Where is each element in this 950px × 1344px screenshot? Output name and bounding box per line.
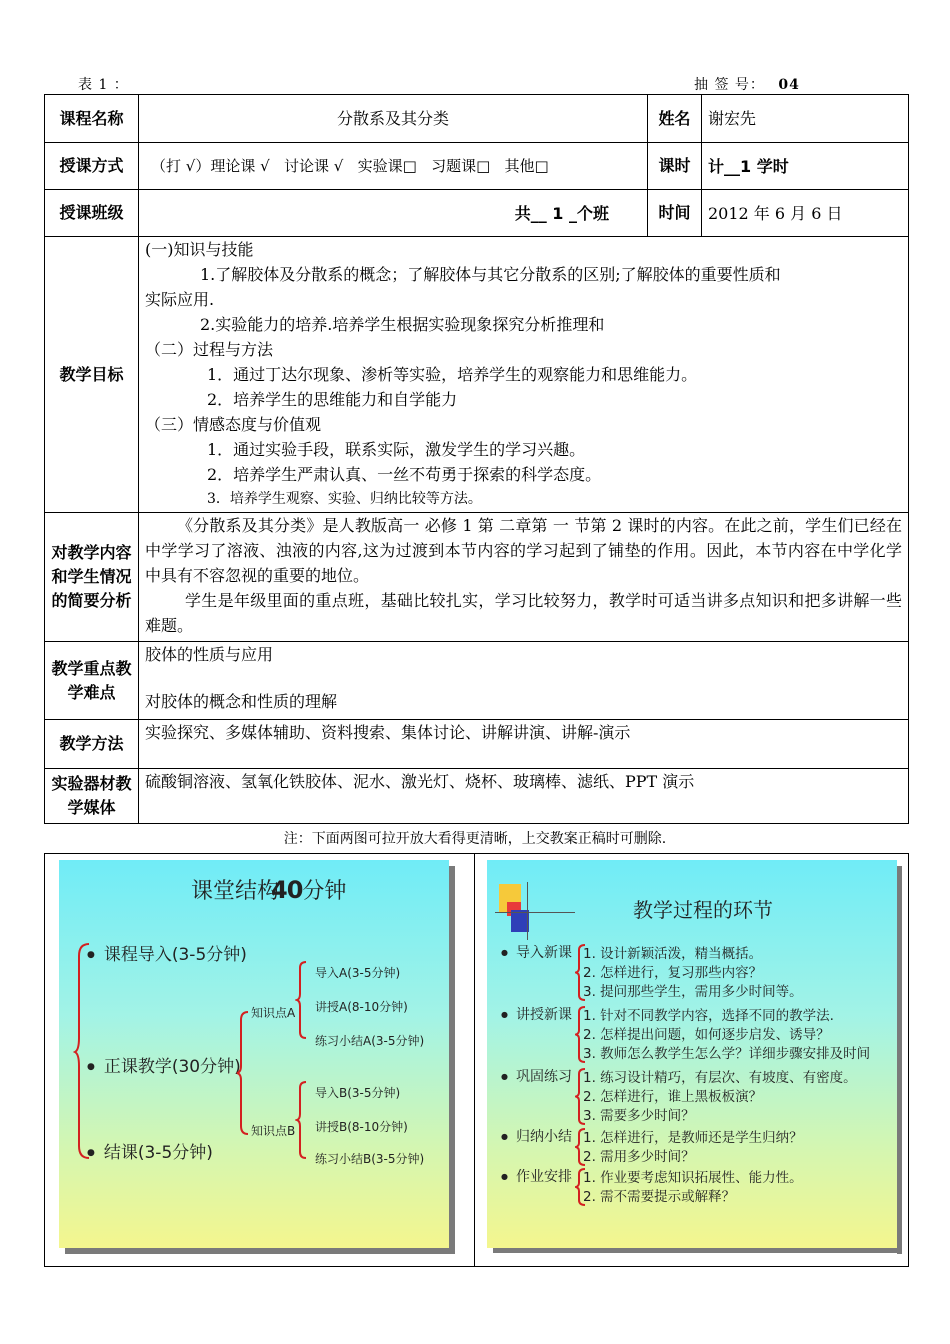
goals-line: 2．培养学生严肃认真、一丝不苟勇于探索的科学态度。 bbox=[207, 465, 602, 484]
process-group-heading-text: 导入新课 bbox=[515, 945, 572, 961]
lesson-plan-table bbox=[44, 94, 909, 824]
analysis-paragraph-2: 学生是年级里面的重点班，基础比较扎实，学习比较努力，教学时可适当讲多点知识和把多讲解一些难题。 bbox=[145, 591, 902, 635]
sub-b-item: 讲授B(8-10分钟) bbox=[315, 1120, 408, 1134]
process-group-heading bbox=[501, 1166, 572, 1186]
slide-teaching-process bbox=[487, 860, 897, 1248]
sub-a-item: 讲授A(8-10分钟) bbox=[315, 1000, 408, 1014]
note: 注：下面两图可拉开放大看得更清晰，上交教案正稿时可删除. bbox=[283, 831, 667, 847]
process-item: 1. 练习设计精巧，有层次、有坡度、有密度。 bbox=[583, 1070, 857, 1086]
hours-label: 课时 bbox=[648, 143, 702, 190]
deco-line bbox=[527, 882, 528, 940]
bullet-icon: ● bbox=[501, 948, 508, 957]
process-group-heading-text: 讲授新课 bbox=[515, 1007, 572, 1023]
sub-a-brace-icon bbox=[295, 960, 309, 1040]
hours-value: 计__1 学时 bbox=[702, 143, 909, 190]
goals-content bbox=[139, 237, 909, 513]
equipment-label: 实验器材教学媒体 bbox=[45, 769, 139, 824]
goals-line: 2.实验能力的培养.培养学生根据实验现象探究分析推理和 bbox=[200, 315, 605, 334]
goals-label: 教学目标 bbox=[45, 237, 139, 513]
sub-b-brace-icon bbox=[295, 1080, 309, 1160]
sub-b-item: 导入B(3-5分钟) bbox=[315, 1086, 401, 1100]
bullet-icon: ● bbox=[501, 1172, 508, 1181]
process-item: 2. 怎样提出问题，如何逐步启发、诱导？ bbox=[583, 1027, 830, 1043]
analysis-content bbox=[139, 513, 909, 642]
process-item: 1. 设计新颖活泼，精当概括。 bbox=[583, 946, 763, 962]
equipment-value: 硫酸铜溶液、氢氧化铁胶体、泥水、激光灯、烧杯、玻璃棒、滤纸、PPT 演示 bbox=[139, 769, 909, 824]
slide1-title-text: 课堂结构 bbox=[191, 879, 280, 904]
draw-number: 04 bbox=[778, 77, 800, 93]
goals-line: 实际应用. bbox=[145, 290, 215, 309]
process-group-heading bbox=[501, 1066, 572, 1086]
process-item: 2. 需不需要提示或解释？ bbox=[583, 1189, 736, 1205]
goals-line: （二）过程与方法 bbox=[145, 340, 274, 359]
sub-b-item: 练习小结B(3-5分钟) bbox=[315, 1152, 425, 1166]
slides-box bbox=[44, 853, 909, 1267]
draw-label bbox=[694, 74, 800, 94]
class-value: 共__ 1 _个班 bbox=[139, 190, 648, 237]
goals-line: 2．培养学生的思维能力和自学能力 bbox=[207, 390, 458, 409]
bullet-icon: ● bbox=[501, 1010, 508, 1019]
teacher-name-value: 谢宏先 bbox=[702, 95, 909, 143]
analysis-paragraph-1: 《分散系及其分类》是人教版高一 必修 1 第 二章第 一 节第 2 课时的内容。在此之前，学生们已经在中学学习了溶液、浊液的内容,这为过渡到本节内容的学习起到了铺垫的作用。因此，本节内容在中学化学中具有不容忽视的重要的地位。 bbox=[145, 516, 902, 585]
goals-line: 1．通过实验手段，联系实际，激发学生的学习兴趣。 bbox=[207, 440, 586, 459]
goals-line: 3．培养学生观察、实验、归纳比较等方法。 bbox=[207, 491, 482, 507]
process-item: 1. 作业要考虑知识拓展性、能力性。 bbox=[583, 1170, 803, 1186]
bullet-icon: ● bbox=[87, 1148, 95, 1158]
slide1-item-text: 正课教学(30分钟) bbox=[103, 1057, 241, 1077]
slide1-item bbox=[87, 940, 247, 965]
course-name-label: 课程名称 bbox=[45, 95, 139, 143]
analysis-label: 对教学内容和学生情况的简要分析 bbox=[45, 513, 139, 642]
slides-divider bbox=[474, 854, 475, 1266]
sub-a-item: 导入A(3-5分钟) bbox=[315, 966, 401, 980]
bullet-icon: ● bbox=[501, 1072, 508, 1081]
slide1-title-num: 40 bbox=[271, 876, 303, 904]
goals-line: (一)知识与技能 bbox=[145, 240, 254, 259]
process-item: 2. 怎样进行，复习那些内容？ bbox=[583, 965, 763, 981]
goals-line: 1．通过丁达尔现象、渗析等实验，培养学生的观察能力和思维能力。 bbox=[207, 365, 698, 384]
slide1-item-text: 结课(3-5分钟) bbox=[103, 1143, 213, 1163]
slide2-shadow-bottom bbox=[493, 1248, 902, 1253]
key-points-content bbox=[139, 642, 909, 720]
point-a-label: 知识点A bbox=[251, 1006, 296, 1020]
process-item: 2. 需用多少时间？ bbox=[583, 1149, 695, 1165]
process-group-heading bbox=[501, 1004, 572, 1024]
process-item: 1. 怎样进行，是教师还是学生归纳？ bbox=[583, 1130, 803, 1146]
slide1-item-text: 课程导入(3-5分钟) bbox=[103, 945, 247, 965]
process-group-heading bbox=[501, 942, 572, 962]
slide2-title: 教学过程的环节 bbox=[633, 898, 773, 922]
process-group-heading bbox=[501, 1126, 572, 1146]
class-label: 授课班级 bbox=[45, 190, 139, 237]
points-brace-icon bbox=[235, 1010, 251, 1136]
course-name-value: 分散系及其分类 bbox=[139, 95, 648, 143]
main-brace-icon bbox=[73, 942, 93, 1160]
time-value: 2012 年 6 月 6 日 bbox=[702, 190, 909, 237]
slide1-shadow bbox=[449, 866, 455, 1254]
process-item: 3. 需要多少时间？ bbox=[583, 1108, 695, 1124]
slide2-shadow bbox=[897, 866, 902, 1254]
bullet-icon: ● bbox=[87, 1062, 95, 1072]
bullet-icon: ● bbox=[87, 950, 95, 960]
slide1-title bbox=[191, 874, 346, 905]
method-value: 实验探究、多媒体辅助、资料搜索、集体讨论、讲解讲演、讲解-演示 bbox=[139, 720, 909, 769]
key-point: 胶体的性质与应用 bbox=[145, 645, 274, 664]
process-group-heading-text: 作业安排 bbox=[515, 1169, 572, 1185]
sub-a-item: 练习小结A(3-5分钟) bbox=[315, 1034, 425, 1048]
slide1-shadow-bottom bbox=[65, 1248, 455, 1254]
table-label: 表 1 ： bbox=[78, 77, 129, 93]
key-points-label: 教学重点教学难点 bbox=[45, 642, 139, 720]
process-item: 3. 教师怎么教学生怎么学？详细步骤安排及时间 bbox=[583, 1046, 871, 1062]
slide-class-structure bbox=[59, 860, 449, 1248]
slide1-item bbox=[87, 1052, 241, 1077]
process-item: 2. 怎样进行，谁上黑板板演？ bbox=[583, 1089, 763, 1105]
process-item: 1. 针对不同教学内容，选择不同的教学法. bbox=[583, 1008, 834, 1024]
goals-line: 1.了解胶体及分散系的概念；了解胶体与其它分散系的区别;了解胶体的重要性质和 bbox=[200, 265, 781, 284]
method-label: 教学方法 bbox=[45, 720, 139, 769]
time-label: 时间 bbox=[648, 190, 702, 237]
slide1-item bbox=[87, 1138, 213, 1163]
teaching-mode-value: （打 √）理论课 √ 讨论课 √ 实验课□ 习题课□ 其他□ bbox=[139, 143, 648, 190]
draw-label-text: 抽 签 号： bbox=[694, 77, 765, 93]
process-group-heading-text: 归纳小结 bbox=[515, 1129, 572, 1145]
deco-line bbox=[495, 912, 575, 913]
key-difficulty: 对胶体的概念和性质的理解 bbox=[145, 692, 338, 711]
bullet-icon: ● bbox=[501, 1132, 508, 1141]
goals-line: （三）情感态度与价值观 bbox=[145, 415, 322, 434]
process-group-heading-text: 巩固练习 bbox=[515, 1069, 572, 1085]
slide1-title-unit: 分钟 bbox=[302, 879, 347, 904]
point-b-label: 知识点B bbox=[251, 1124, 296, 1138]
teacher-name-label: 姓名 bbox=[648, 95, 702, 143]
process-item: 3. 提问那些学生，需用多少时间等。 bbox=[583, 984, 803, 1000]
teaching-mode-label: 授课方式 bbox=[45, 143, 139, 190]
